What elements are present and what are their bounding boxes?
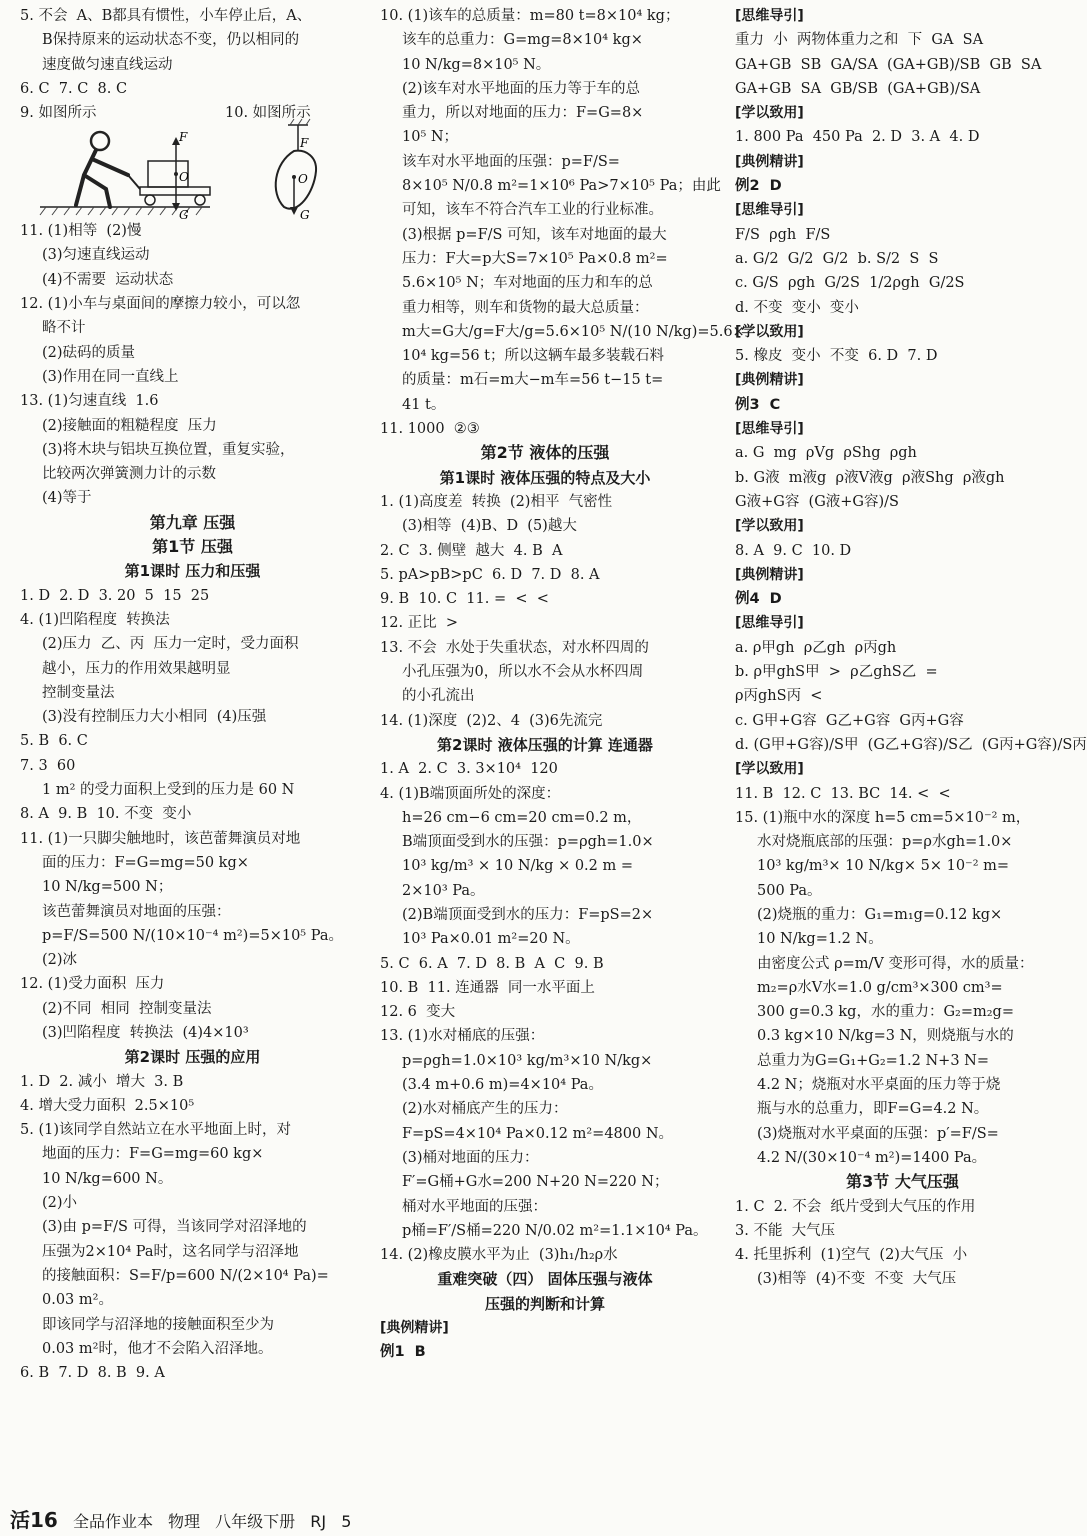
text-line: 压力：F大=p大S=7×10⁵ Pa×0.8 m²=	[402, 250, 668, 267]
text-line: 例1 B	[380, 1344, 426, 1361]
text-line: a. G/2 G/2 G/2 b. S/2 S S	[735, 250, 939, 267]
special-title: 重难突破（四） 固体压强与液体	[437, 1270, 653, 1289]
force-label-f: F	[179, 130, 188, 145]
text-line: h=26 cm−6 cm=20 cm=0.2 m，	[402, 809, 642, 826]
text-line: 10³ kg/m³× 10 N/kg× 5× 10⁻² m=	[757, 858, 1010, 875]
point-label-o: O	[298, 172, 308, 187]
text-line: 12. 正比 >	[380, 615, 459, 632]
text-line: 1. (1)高度差 转换 (2)相平 气密性	[380, 493, 613, 510]
text-line: 6. C 7. C 8. C	[20, 80, 128, 97]
text-line: (3)作用在同一直线上	[42, 368, 179, 385]
edition-label: RJ	[310, 1512, 327, 1531]
text-line: 10⁵ N；	[402, 129, 459, 146]
grade-label: 八年级下册	[215, 1512, 296, 1531]
block-label: [典例精讲]	[735, 372, 804, 389]
text-line: (2)压力 乙、丙 压力一定时，受力面积	[42, 636, 299, 653]
text-line: 重力，所以对地面的压力：F=G=8×	[402, 105, 644, 122]
text-line: (2)B端顶面受到水的压力：F=pS=2×	[402, 906, 654, 923]
text-line: 比较两次弹簧测力计的示数	[42, 466, 216, 483]
text-line: 可知，该车不符合汽车工业的行业标准。	[402, 202, 663, 219]
block-label: [思维导引]	[735, 8, 804, 24]
text-line: 重力 小 两物体重力之和 下 GA SA	[735, 32, 984, 49]
text-line: 11. (1)一只脚尖触地时，该芭蕾舞演员对地	[20, 830, 301, 847]
column-3	[735, 4, 1087, 1292]
text-line: 由密度公式 ρ=m/V 变形可得，水的质量：	[757, 955, 1034, 972]
cart-push-figure	[40, 123, 240, 223]
column-1	[20, 4, 365, 1385]
lesson-title: 第2课时 压强的应用	[124, 1048, 261, 1067]
text-line: 12. (1)受力面积 压力	[20, 976, 165, 993]
lesson-title: 第1课时 压力和压强	[124, 562, 261, 581]
text-line: 1. D 2. 减小 增大 3. B	[20, 1073, 184, 1090]
text-line: (3)由 p=F/S 可得，当该同学对沼泽地的	[42, 1219, 307, 1236]
text-line: (3)将木块与铝块互换位置，重复实验，	[42, 441, 295, 458]
force-label-g: G	[300, 208, 310, 223]
brand-name: 全品作业本	[72, 1512, 153, 1531]
text-line: d. (G甲+G容)/S甲 (G乙+G容)/S乙 (G丙+G容)/S丙	[735, 736, 1087, 753]
text-line: 500 Pa。	[757, 882, 822, 899]
text-line: p=F/S=500 N/(10×10⁻⁴ m²)=5×10⁵ Pa。	[42, 927, 343, 944]
text-line: 6. B 7. D 8. B 9. A	[20, 1365, 165, 1382]
text-line: 5. 橡皮 变小 不变 6. D 7. D	[735, 348, 938, 365]
text-line: 13. (1)匀速直线 1.6	[20, 393, 159, 410]
text-line: (3)匀速直线运动	[42, 247, 150, 264]
text-line: 10 N/kg=500 N；	[42, 879, 173, 896]
text-line: 5.6×10⁵ N；车对地面的压力和车的总	[402, 275, 653, 292]
text-line: (3)相等 (4)B、D (5)越大	[402, 518, 577, 535]
subject-name: 物理	[168, 1512, 201, 1531]
text-line: F/S ρgh F/S	[735, 226, 831, 243]
text-line: 小孔压强为0，所以水不会从水杯四周	[402, 664, 644, 681]
text-line: 控制变量法	[42, 684, 115, 701]
chapter-title: 第九章 压强	[149, 512, 236, 532]
text-line: 4.2 N；烧瓶对水平桌面的压力等于烧	[757, 1077, 1001, 1094]
text-line: B端顶面受到水的压强：p=ρgh=1.0×	[402, 834, 654, 851]
text-line: b. ρ甲ghS甲 > ρ乙ghS乙 =	[735, 664, 938, 681]
block-label: [典例精讲]	[735, 566, 804, 583]
text-line: 速度做匀速直线运动	[42, 56, 173, 73]
text-line: 10³ kg/m³ × 10 N/kg × 0.2 m =	[402, 858, 634, 875]
text-line: 14. (2)橡皮膜水平为止 (3)h₁/h₂ρ水	[380, 1247, 618, 1264]
block-label: [学以致用]	[735, 105, 804, 122]
text-line: d. 不变 变小 变小	[735, 299, 859, 316]
text-line: 5. B 6. C	[20, 733, 88, 750]
force-label-f: F	[300, 136, 309, 151]
text-line: 10. B 11. 连通器 同一水平面上	[380, 979, 595, 996]
text-line: 1. C 2. 不会 纸片受到大气压的作用	[735, 1198, 976, 1215]
text-line: 0.03 m²时，他才不会陷入沼泽地。	[42, 1340, 273, 1357]
text-line: (3)根据 p=F/S 可知，该车对地面的最大	[402, 226, 667, 243]
text-line: c. G甲+G容 G乙+G容 G丙+G容	[735, 712, 964, 729]
page-footer	[10, 1504, 361, 1533]
text-line: a. G mg ρVg ρShg ρgh	[735, 445, 917, 462]
text-line: (2)小	[42, 1195, 78, 1212]
text-line: m₂=ρ水V水=1.0 g/cm³×300 cm³=	[757, 979, 1003, 996]
text-line: 0.03 m²。	[42, 1292, 113, 1309]
text-line: 2. C 3. 侧壁 越大 4. B A	[380, 542, 563, 559]
text-line: 4. (1)B端顶面所处的深度：	[380, 785, 561, 802]
text-line: 1. D 2. D 3. 20 5 15 25	[20, 587, 210, 604]
text-line: 11. 1000 ②③	[380, 421, 480, 438]
section-title: 第2节 液体的压强	[480, 443, 610, 463]
text-line: GA+GB SA GB/SB (GA+GB)/SA	[735, 80, 981, 97]
text-line: 10. (1)该车的总质量：m=80 t=8×10⁴ kg；	[380, 8, 680, 24]
text-line: 水对烧瓶底部的压强：p=ρ水gh=1.0×	[757, 834, 1013, 851]
text-line: 4.2 N/(30×10⁻⁴ m²)=1400 Pa。	[757, 1149, 987, 1166]
text-line: F=pS=4×10⁴ Pa×0.12 m²=4800 N。	[402, 1125, 674, 1142]
block-label: [典例精讲]	[380, 1320, 449, 1337]
text-line: 41 t。	[402, 396, 446, 413]
block-label: [学以致用]	[735, 518, 804, 535]
text-line: 即该同学与沼泽地的接触面积至少为	[42, 1316, 274, 1333]
section-title: 第3节 大气压强	[846, 1172, 959, 1192]
column-2	[380, 4, 745, 1365]
text-line: 略不计	[42, 320, 86, 337]
text-line: (4)等于	[42, 490, 92, 507]
text-line: 8×10⁵ N/0.8 m²=1×10⁶ Pa>7×10⁵ Pa；由此	[402, 178, 721, 195]
text-line: m大=G大/g=F大/g=5.6×10⁵ N/(10 N/kg)=5.6×	[402, 323, 745, 340]
page-number-prefix: 活	[10, 1508, 30, 1532]
text-line: (2)该车对水平地面的压力等于车的总	[402, 80, 641, 97]
text-line: 10 N/kg=8×10⁵ N。	[402, 56, 551, 73]
text-line: 10³ Pa×0.01 m²=20 N。	[402, 931, 580, 948]
text-line: 例3 C	[735, 396, 781, 413]
text-line: 12. (1)小车与桌面间的摩擦力较小，可以忽	[20, 296, 301, 313]
text-line: (3.4 m+0.6 m)=4×10⁴ Pa。	[402, 1077, 603, 1094]
text-line: 的小孔流出	[402, 688, 475, 705]
text-line: 该芭蕾舞演员对地面的压强：	[42, 903, 231, 920]
text-line: 1 m² 的受力面积上受到的压力是 60 N	[42, 782, 295, 799]
block-label: [思维导引]	[735, 202, 804, 219]
text-line: 桶对水平地面的压强：	[402, 1198, 547, 1215]
text-line: 总重力为G=G₁+G₂=1.2 N+3 N=	[757, 1052, 989, 1069]
figure-row	[20, 101, 365, 223]
text-line: 7. 3 60	[20, 757, 76, 774]
text-line: (3)桶对地面的压力：	[402, 1149, 539, 1166]
text-line: 11. (1)相等 (2)慢	[20, 223, 142, 240]
text-line: 面的压力：F=G=mg=50 kg×	[42, 854, 249, 871]
q9-label: 9. 如图所示	[20, 105, 97, 122]
text-line: (4)不需要 运动状态	[42, 271, 174, 288]
text-line: c. G/S ρgh G/2S 1/2ρgh G/2S	[735, 275, 965, 292]
text-line: 5. (1)该同学自然站立在水平地面上时，对	[20, 1122, 291, 1139]
hanging-object-figure	[270, 123, 340, 223]
page-number: 16	[30, 1508, 58, 1532]
footer-number: 5	[341, 1512, 352, 1531]
block-label: [典例精讲]	[735, 153, 804, 170]
text-line: (3)凹陷程度 转换法 (4)4×10³	[42, 1024, 249, 1041]
text-line: 8. A 9. C 10. D	[735, 542, 852, 559]
text-line: G液+G容 (G液+G容)/S	[735, 493, 899, 510]
special-title: 压强的判断和计算	[484, 1294, 605, 1313]
text-line: 3. 不能 大气压	[735, 1222, 836, 1239]
text-line: GA+GB SB GA/SA (GA+GB)/SB GB SA	[735, 56, 1042, 73]
text-line: 13. (1)水对桶底的压强：	[380, 1028, 545, 1045]
text-line: 12. 6 变大	[380, 1004, 456, 1021]
text-line: B保持原来的运动状态不变，仍以相同的	[42, 32, 300, 49]
text-line: 地面的压力：F=G=mg=60 kg×	[42, 1146, 264, 1163]
text-line: p=ρgh=1.0×10³ kg/m³×10 N/kg×	[402, 1052, 653, 1069]
block-label: [学以致用]	[735, 323, 804, 340]
text-line: (3)相等 (4)不变 不变 大气压	[757, 1271, 957, 1288]
lesson-title: 第1课时 液体压强的特点及大小	[439, 468, 651, 487]
text-line: 重力相等，则车和货物的最大总质量：	[402, 299, 649, 316]
block-label: [思维导引]	[735, 421, 804, 438]
text-line: 4. 托里拆利 (1)空气 (2)大气压 小	[735, 1247, 968, 1264]
text-line: 15. (1)瓶中水的深度 h=5 cm=5×10⁻² m，	[735, 809, 1031, 826]
section-title: 第1节 压强	[152, 537, 233, 557]
text-line: (2)水对桶底产生的压力：	[402, 1101, 568, 1118]
text-line: 的质量：m石=m大−m车=56 t−15 t=	[402, 372, 664, 389]
text-line: 10 N/kg=600 N。	[42, 1170, 173, 1187]
text-line: 压强为2×10⁴ Pa时，这名同学与沼泽地	[42, 1243, 299, 1260]
text-line: 该车的总重力：G=mg=8×10⁴ kg×	[402, 32, 643, 49]
text-line: 该车对水平地面的压强：p=F/S=	[402, 153, 620, 170]
text-line: 5. C 6. A 7. D 8. B A C 9. B	[380, 955, 604, 972]
text-line: 瓶与水的总重力，即F=G=4.2 N。	[757, 1101, 989, 1118]
text-line: 越小，压力的作用效果越明显	[42, 660, 231, 677]
text-line: 的接触面积：S=F/p=600 N/(2×10⁴ Pa)=	[42, 1267, 329, 1284]
text-line: 10 N/kg=1.2 N。	[757, 931, 883, 948]
text-line: (2)砝码的质量	[42, 344, 136, 361]
text-line: 例2 D	[735, 178, 782, 195]
text-line: (2)烧瓶的重力：G₁=m₁g=0.12 kg×	[757, 906, 1003, 923]
text-line: p桶=F′/S桶=220 N/0.02 m²=1.1×10⁴ Pa。	[402, 1222, 708, 1239]
block-label: [思维导引]	[735, 615, 804, 632]
text-line: (2)不同 相同 控制变量法	[42, 1000, 212, 1017]
block-label: [学以致用]	[735, 761, 804, 778]
text-line: F′=G桶+G水=200 N+20 N=220 N；	[402, 1174, 669, 1191]
text-line: 13. 不会 水处于失重状态，对水杯四周的	[380, 639, 649, 656]
text-line: 2×10³ Pa。	[402, 882, 485, 899]
text-line: (2)接触面的粗糙程度 压力	[42, 417, 217, 434]
text-line: (3)没有控制压力大小相同 (4)压强	[42, 709, 267, 726]
text-line: 1. A 2. C 3. 3×10⁴ 120	[380, 761, 558, 778]
text-line: 300 g=0.3 kg，水的重力：G₂=m₂g=	[757, 1004, 1014, 1021]
text-line: b. G液 m液g ρ液V液g ρ液Shg ρ液gh	[735, 469, 1005, 486]
text-line: 14. (1)深度 (2)2、4 (3)6先流完	[380, 712, 603, 729]
text-line: 5. 不会 A、B都具有惯性，小车停止后，A、	[20, 8, 312, 24]
text-line: 9. B 10. C 11. = < <	[380, 591, 549, 608]
text-line: a. ρ甲gh ρ乙gh ρ丙gh	[735, 639, 897, 656]
text-line: 4. (1)凹陷程度 转换法	[20, 611, 170, 628]
text-line: 0.3 kg×10 N/kg=3 N，则烧瓶与水的	[757, 1028, 1014, 1045]
text-line: ρ丙ghS丙 <	[735, 688, 823, 705]
force-label-g: G	[179, 208, 189, 223]
text-line: 10⁴ kg=56 t；所以这辆车最多装载石料	[402, 348, 664, 365]
q10-label: 10. 如图所示	[225, 105, 311, 122]
text-line: 1. 800 Pa 450 Pa 2. D 3. A 4. D	[735, 129, 980, 146]
lesson-title: 第2课时 液体压强的计算 连通器	[437, 735, 653, 754]
text-line: (2)冰	[42, 952, 78, 969]
text-line: 11. B 12. C 13. BC 14. < <	[735, 785, 951, 802]
text-line: 8. A 9. B 10. 不变 变小	[20, 806, 192, 823]
point-label-o: O	[179, 170, 189, 185]
text-line: 4. 增大受力面积 2.5×10⁵	[20, 1097, 195, 1114]
text-line: (3)烧瓶对水平桌面的压强：p′=F/S=	[757, 1125, 999, 1142]
text-line: 例4 D	[735, 591, 782, 608]
text-line: 5. pA>pB>pC 6. D 7. D 8. A	[380, 566, 600, 583]
